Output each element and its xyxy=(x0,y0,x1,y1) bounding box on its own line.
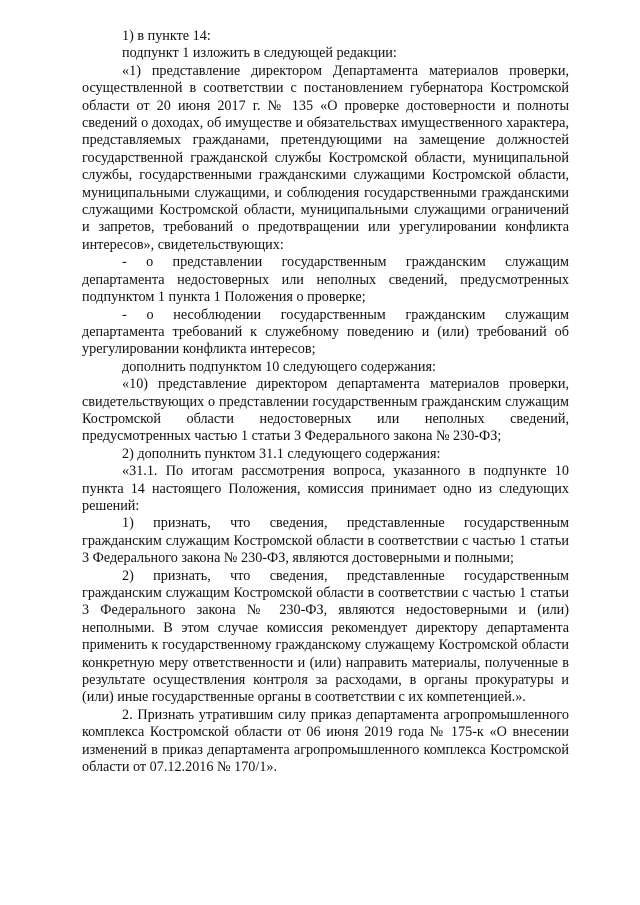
paragraph-item-2-repeal: 2. Признать утратившим силу приказ департамента агропромышленного комплекса Костромской области от 06 июня 2019 года № 175-к «О внесении изменений в приказ департамента агропромышленного комплекса Костромской области от 07.12.2016 № 170/1». xyxy=(82,706,569,776)
paragraph-item-31-1-text: «31.1. По итогам рассмотрения вопроса, указанного в подпункте 10 пункта 14 настоящего Положения, комиссия принимает одно из следующих решений: xyxy=(82,463,569,514)
paragraph-bullet-noncompliance: - о несоблюдении государственным гражданским служащим департамента требований к служебному поведению и (или) требований об урегулировании конфликта интересов; xyxy=(82,306,569,358)
paragraph-item-14: 1) в пункте 14: xyxy=(122,28,211,44)
paragraph-subitem-1-intro: подпункт 1 изложить в следующей редакции: xyxy=(122,45,397,62)
paragraph-subitem-1-text: «1) представление директором Департамента материалов проверки, осуществленной в соответствии с постановлением губернатора Костромской области от 20 июня 2017 г. № 135 «О проверке достоверности и полноты сведений о доходах, об имуществе и обязательствах имущественного характера, представляемых гражданами, претендующими на замещение должностей государственной гражданской службы Костромской области, муниципальной службы, государственными гражданскими служащими Костромской области, муниципальными служащими, и соблюдения государственными гражданскими служащими Костромской области, муниципальными служащими ограничений и запретов, требований о предотвращении или урегулировании конфликта интересов», свидетельствующих: xyxy=(82,62,569,253)
document-body xyxy=(82,28,569,776)
paragraph-add-subitem-10: дополнить подпунктом 10 следующего содержания: xyxy=(122,358,436,375)
paragraph-decision-2: 2) признать, что сведения, представленные государственным гражданским служащим Костромской области в соответствии с частью 1 статьи 3 Федерального закона № 230-ФЗ, являются недостоверными и (или) неполными. В этом случае комиссия рекомендует директору департамента применить к государственному гражданскому служащему Костромской области конкретную меру ответственности и (или) направить материалы, полученные в результате осуществления контроля за расходами, в органы прокуратуры и (или) иные государственные органы в соответствии с их компетенцией.». xyxy=(82,567,569,706)
paragraph-subitem-10-text: «10) представление директором департамента материалов проверки, свидетельствующих о представлении государственным гражданским служащим Костромской области недостоверных или неполных сведений, предусмотренных частью 1 статьи 3 Федерального закона № 230-ФЗ; xyxy=(82,376,569,445)
paragraph-bullet-inaccurate-info: - о представлении государственным гражданским служащим департамента недостоверных или неполных сведений, предусмотренных подпунктом 1 пункта 1 Положения о проверке; xyxy=(82,254,569,306)
paragraph-decision-1: 1) признать, что сведения, представленные государственным гражданским служащим Костромской области в соответствии с частью 1 статьи 3 Федерального закона № 230-ФЗ, являются достоверными и полными; xyxy=(82,515,569,567)
paragraph-add-item-31-1: 2) дополнить пунктом 31.1 следующего содержания: xyxy=(122,445,441,462)
